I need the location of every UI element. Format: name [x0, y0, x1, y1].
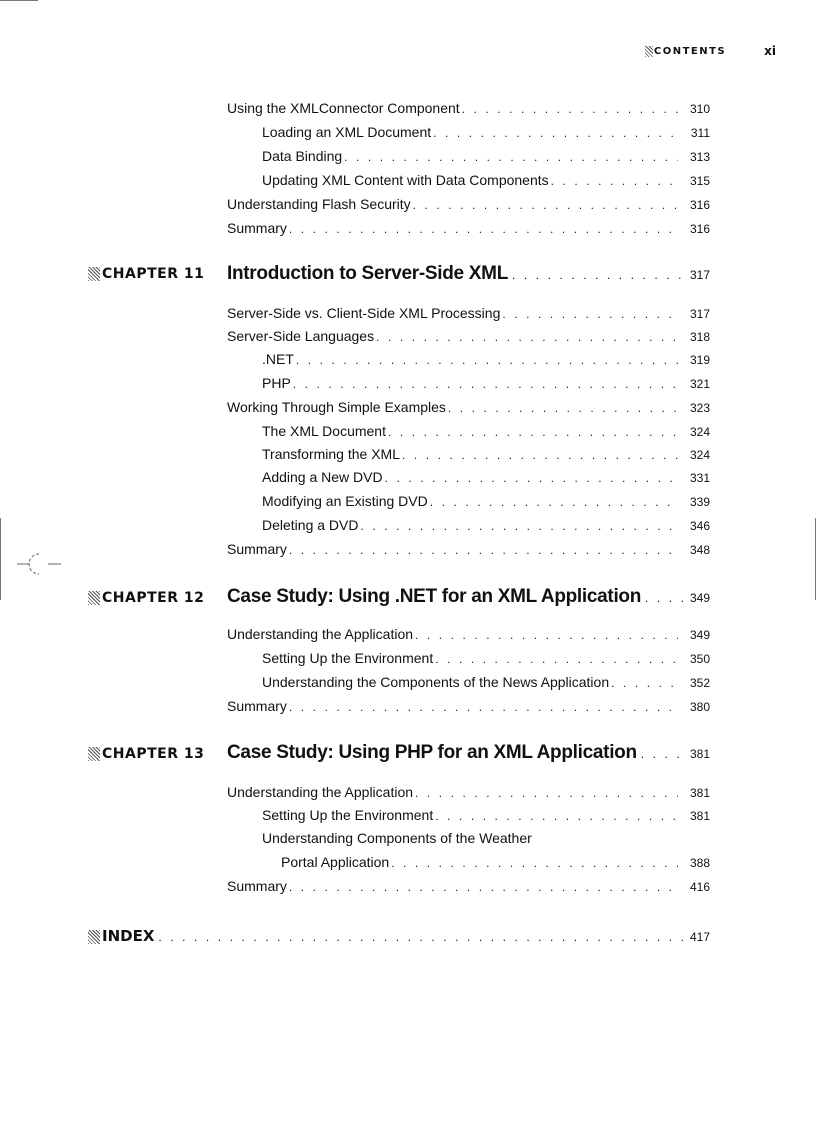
index-entry[interactable]	[88, 927, 710, 945]
dot-leader	[433, 124, 678, 142]
toc-entry-page: 346	[689, 519, 710, 533]
toc-entry[interactable]	[227, 398, 710, 417]
hatch-ornament-icon	[88, 930, 100, 944]
toc-entry[interactable]	[262, 649, 710, 668]
chapter-label-text: CHAPTER 12	[102, 590, 205, 606]
dot-leader	[611, 674, 678, 692]
toc-entry-page: 349	[689, 628, 710, 642]
toc-entry-page: 381	[689, 809, 710, 823]
toc-entry[interactable]	[281, 853, 710, 872]
toc-entry-page: 324	[689, 425, 710, 439]
chapter-title: Introduction to Server-Side XML	[227, 263, 508, 284]
toc-entry[interactable]	[227, 304, 710, 323]
chapter-page: 381	[689, 747, 710, 761]
toc-entry-page: 310	[689, 102, 710, 116]
toc-entry-page: 380	[689, 700, 710, 714]
toc-entry-title: PHP	[262, 375, 291, 391]
toc-entry-page: 321	[689, 377, 710, 391]
dot-leader	[293, 375, 678, 393]
chapter-page: 349	[689, 591, 710, 605]
toc-entry-title: Portal Application	[281, 854, 390, 870]
chapter-12-label	[88, 590, 214, 606]
toc-entry-title: Server-Side vs. Client-Side XML Processing	[227, 305, 501, 321]
hatch-ornament-icon	[88, 591, 100, 605]
toc-entry[interactable]	[227, 327, 710, 346]
toc-entry-title: Working Through Simple Examples	[227, 399, 446, 415]
toc-entry-page: 352	[689, 676, 710, 690]
dot-leader	[158, 930, 686, 944]
toc-entry-title: Understanding the Application	[227, 626, 414, 642]
dot-leader	[361, 517, 679, 535]
toc-entry-page: 311	[690, 126, 710, 140]
dot-leader	[289, 220, 678, 238]
chapter-label-text: CHAPTER 13	[102, 746, 205, 762]
toc-entry-page: 315	[689, 174, 710, 188]
toc-entry[interactable]	[262, 445, 710, 464]
toc-entry-title: Data Binding	[262, 148, 343, 164]
toc-entry-page: 350	[689, 652, 710, 666]
hatch-ornament-icon	[88, 267, 100, 281]
toc-entry-page: 416	[689, 880, 710, 894]
chapter-label-text: CHAPTER 11	[102, 266, 205, 282]
chapter-title: Case Study: Using .NET for an XML Application	[227, 586, 642, 607]
toc-entry-title: Understanding Flash Security	[227, 196, 411, 212]
index-page: 417	[689, 930, 710, 944]
index-title	[88, 927, 154, 945]
dot-leader	[402, 446, 678, 464]
dot-leader	[435, 807, 678, 825]
dot-leader	[385, 469, 678, 487]
toc-entry-page: 388	[689, 856, 710, 870]
toc-entry[interactable]	[227, 783, 710, 802]
toc-entry-title: Understanding the Components of the News Application	[262, 674, 610, 690]
toc-entry[interactable]	[262, 123, 710, 142]
toc-entry-page: 339	[689, 495, 710, 509]
toc-entry[interactable]	[262, 422, 710, 441]
hatch-ornament-icon	[645, 46, 653, 57]
toc-entry-title: Transforming the XML	[262, 446, 400, 462]
chapter-11-label	[88, 266, 214, 282]
toc-entry[interactable]	[262, 492, 710, 511]
dot-leader	[462, 100, 678, 118]
dot-leader	[430, 493, 678, 511]
toc-entry-title: Updating XML Content with Data Components	[262, 172, 549, 188]
toc-entry-page: 313	[689, 150, 710, 164]
toc-entry-title: Setting Up the Environment	[262, 807, 434, 823]
toc-entry-title: Adding a New DVD	[262, 469, 383, 485]
toc-entry-page: 331	[689, 471, 710, 485]
running-head-label: CONTENTS	[653, 45, 727, 57]
toc-entry-title: Server-Side Languages	[227, 328, 375, 344]
chapter-title: Case Study: Using PHP for an XML Application	[227, 742, 637, 763]
toc-entry-title: Modifying an Existing DVD	[262, 493, 428, 509]
dot-leader	[415, 784, 678, 802]
toc-entry-title: Summary	[227, 541, 287, 557]
toc-entry-title-line1[interactable]: Understanding Components of the Weather	[262, 830, 532, 846]
toc-entry[interactable]	[262, 468, 710, 487]
chapter-11-entry[interactable]	[227, 263, 710, 285]
dot-leader	[645, 591, 686, 605]
dot-leader	[391, 854, 678, 872]
toc-entry[interactable]	[227, 625, 710, 644]
toc-entry[interactable]	[262, 171, 710, 190]
toc-entry[interactable]	[262, 806, 710, 825]
dot-leader	[641, 747, 686, 761]
toc-entry[interactable]	[227, 877, 710, 896]
toc-entry[interactable]	[262, 516, 710, 535]
dot-leader	[502, 305, 678, 323]
toc-entry-title: Summary	[227, 878, 287, 894]
index-title-text: INDEX	[102, 927, 155, 945]
toc-entry-page: 381	[689, 786, 710, 800]
toc-entry[interactable]	[262, 673, 710, 692]
toc-entry-page: 319	[689, 353, 710, 367]
toc-entry[interactable]	[227, 99, 710, 118]
toc-entry[interactable]	[262, 374, 710, 393]
chapter-page: 317	[689, 268, 710, 282]
dot-leader	[344, 148, 678, 166]
toc-entry-title: Loading an XML Document	[262, 124, 432, 140]
dot-leader	[415, 626, 678, 644]
toc-entry-page: 318	[689, 330, 710, 344]
toc-entry-title: Understanding the Application	[227, 784, 414, 800]
registration-mark-icon	[17, 550, 61, 578]
dot-leader	[388, 423, 678, 441]
toc-entry-page: 324	[689, 448, 710, 462]
dot-leader	[512, 268, 686, 282]
toc-entry[interactable]	[227, 697, 710, 716]
toc-entry-title: Summary	[227, 698, 287, 714]
chapter-13-entry[interactable]	[227, 742, 710, 764]
dot-leader	[413, 196, 678, 214]
toc-entry-title: Setting Up the Environment	[262, 650, 434, 666]
chapter-13-label	[88, 746, 214, 762]
dot-leader	[289, 878, 678, 896]
dot-leader	[289, 541, 678, 559]
dot-leader	[289, 698, 678, 716]
dot-leader	[435, 650, 678, 668]
crop-mark-top	[0, 0, 38, 1]
running-head	[600, 43, 776, 59]
running-head-page-number: xi	[764, 44, 776, 58]
toc-entry[interactable]	[262, 350, 710, 369]
toc-entry-title: Deleting a DVD	[262, 517, 359, 533]
toc-entry[interactable]	[227, 540, 710, 559]
toc-entry[interactable]	[262, 147, 710, 166]
hatch-ornament-icon	[88, 747, 100, 761]
crop-mark-left	[0, 518, 1, 600]
toc-entry-title: Summary	[227, 220, 287, 236]
toc-entry-title: The XML Document	[262, 423, 386, 439]
toc-entry-page: 317	[689, 307, 710, 321]
toc-entry-page: 316	[689, 222, 710, 236]
toc-entry-title: Using the XMLConnector Component	[227, 100, 460, 116]
toc-entry-title: .NET	[262, 351, 294, 367]
toc-entry-page: 316	[689, 198, 710, 212]
chapter-12-entry[interactable]	[227, 586, 710, 608]
dot-leader	[376, 328, 678, 346]
dot-leader	[448, 399, 678, 417]
toc-entry[interactable]	[227, 219, 710, 238]
dot-leader	[551, 172, 678, 190]
toc-entry-page: 323	[689, 401, 710, 415]
toc-entry[interactable]	[227, 195, 710, 214]
toc-entry-page: 348	[689, 543, 710, 557]
dot-leader	[296, 351, 678, 369]
